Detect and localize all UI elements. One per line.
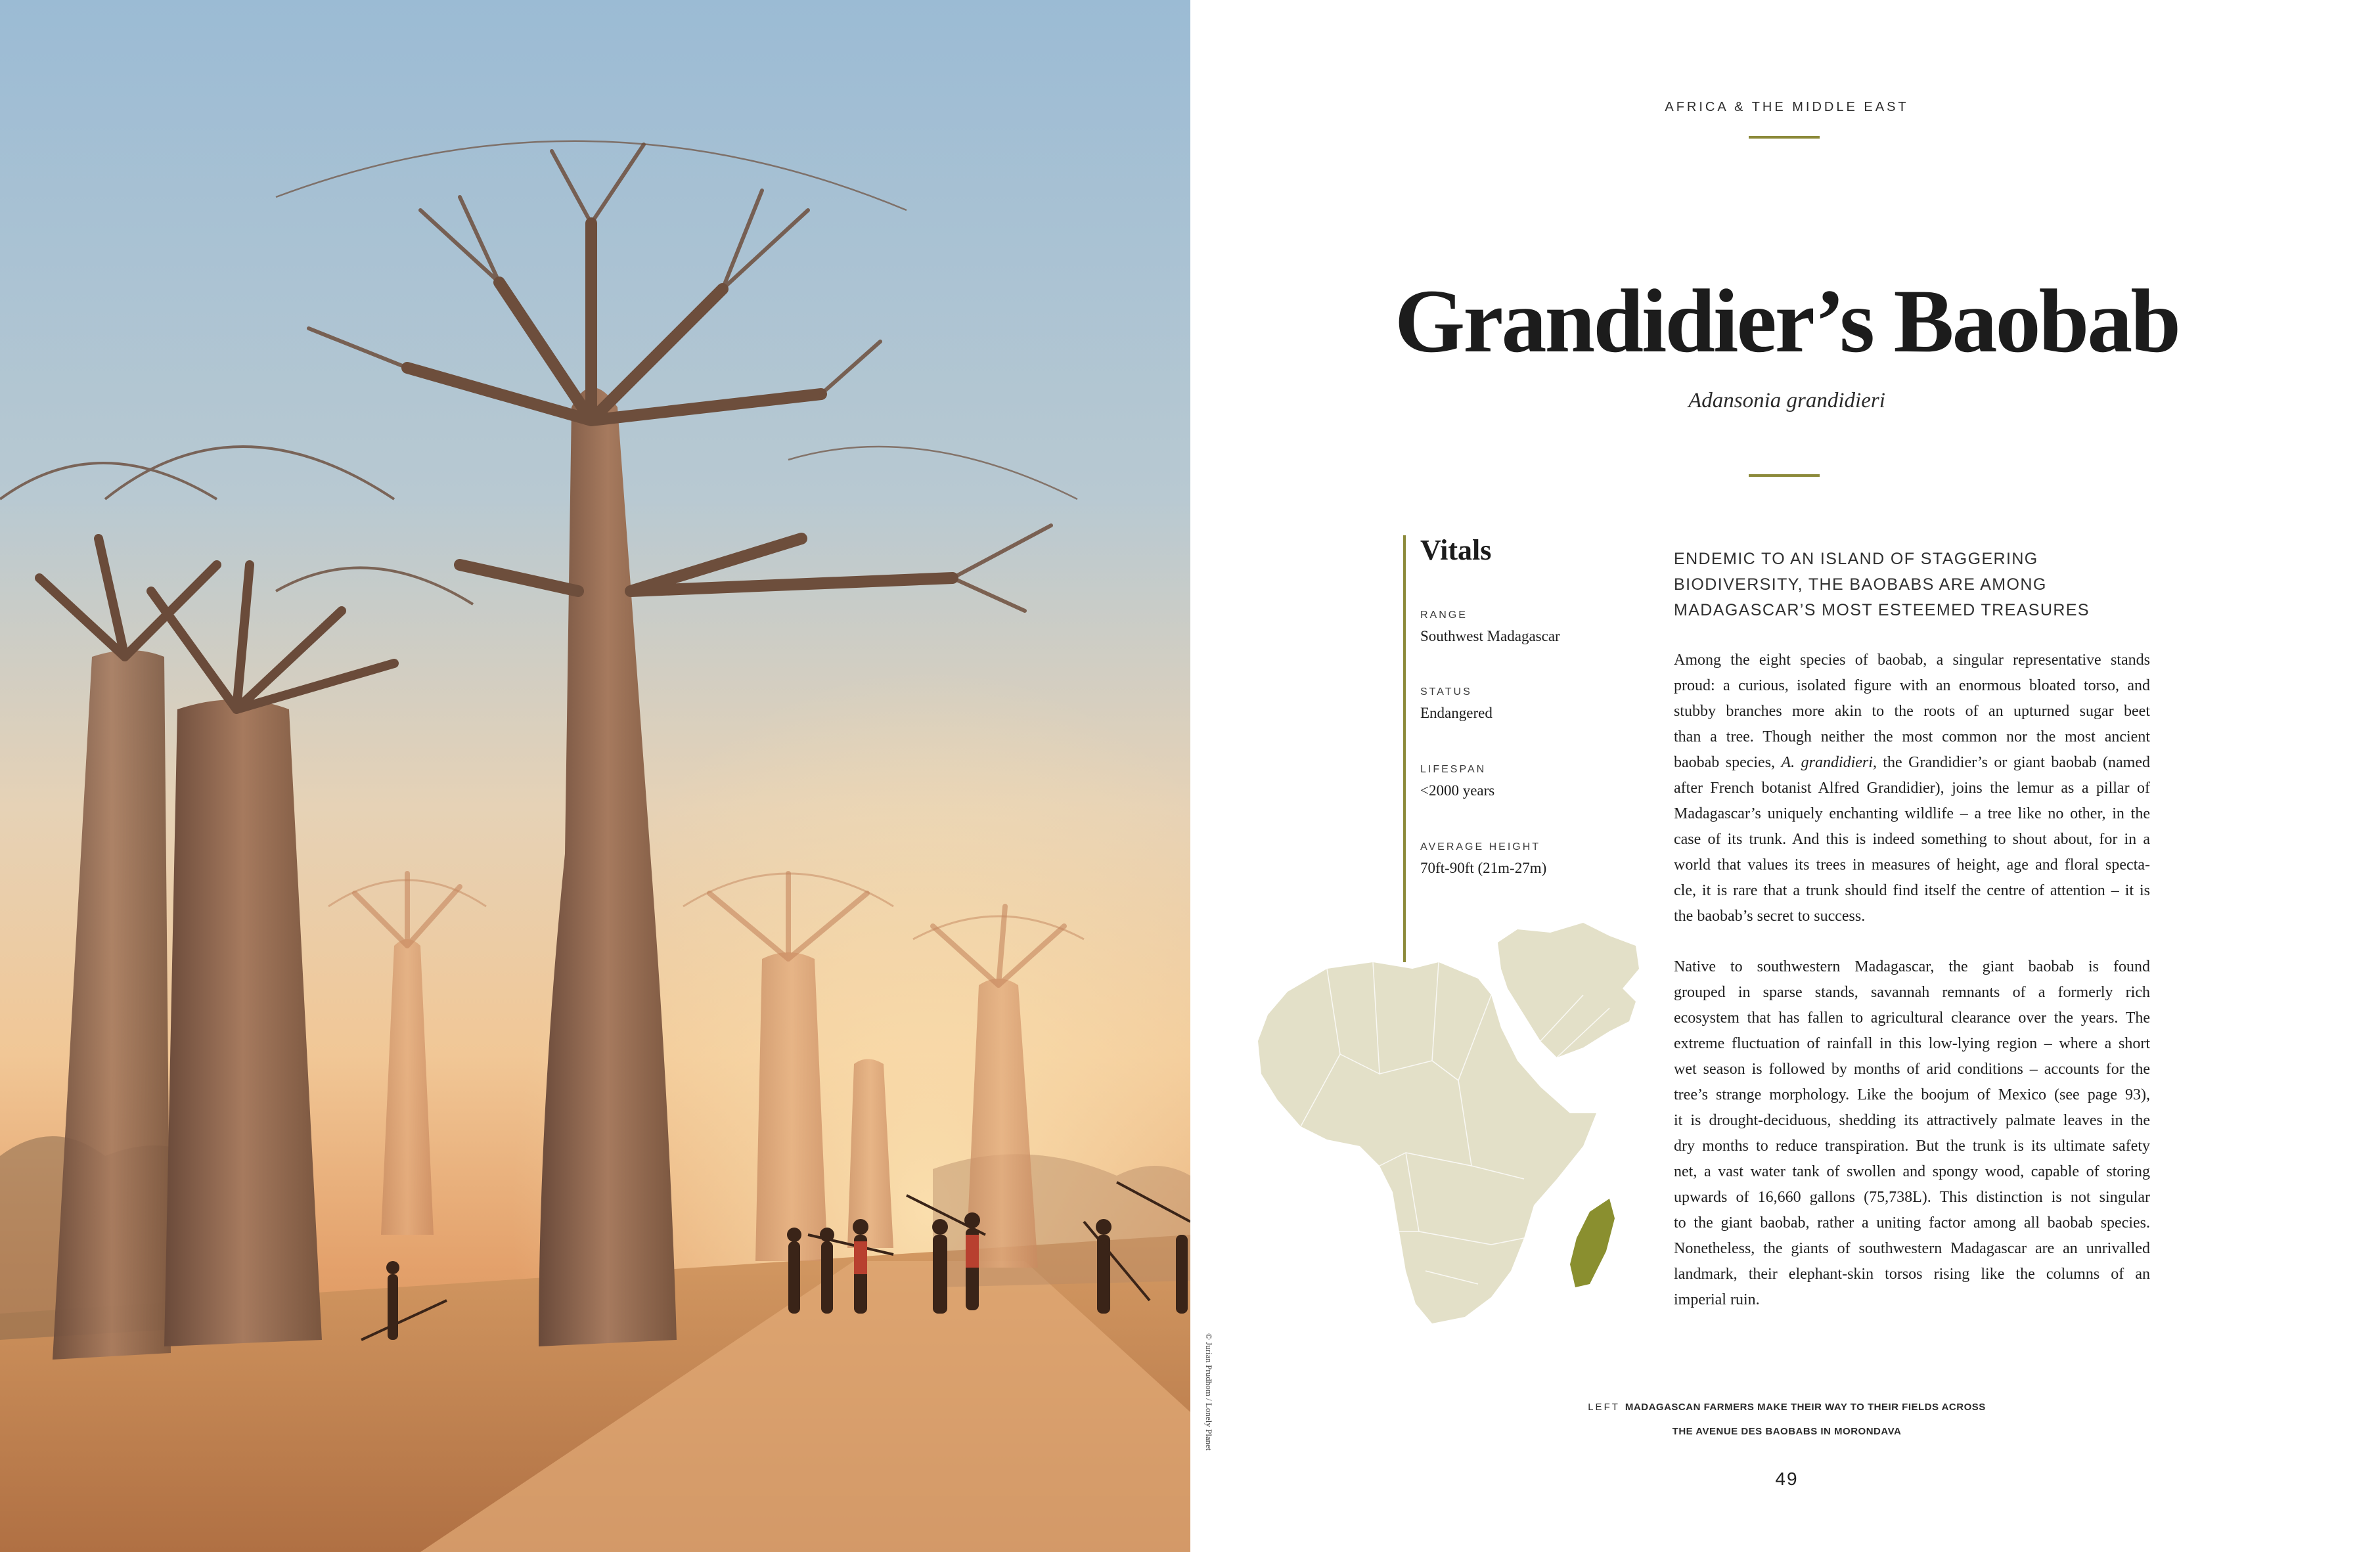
body-paragraph-2 [1674, 954, 2150, 1313]
photo-credit: © Jurian Prudhom / Lonely Planet [1204, 1333, 1214, 1451]
vital-value-status: Endangered [1420, 705, 1493, 721]
body-line: Native to southwestern Madagascar, the giant baobab is found [1674, 958, 2150, 975]
body-line: case of its trunk. And this is indeed something to shout about, for in a [1674, 831, 2150, 848]
body-line: world that values its trees in measures of height, age and floral specta- [1674, 856, 2150, 874]
vital-label-average-height: AVERAGE HEIGHT [1420, 841, 1541, 853]
page-number: 49 [1775, 1469, 1799, 1489]
body-line: after French botanist Alfred Grandidier), joins the lemur as a pillar of [1674, 780, 2150, 797]
body-line: proud: a curious, isolated figure with an enormous bloated torso, and [1674, 677, 2150, 694]
body-line: the baobab’s secret to success. [1674, 908, 1866, 925]
vitals-heading: Vitals [1420, 534, 1492, 566]
vitals-accent-bar [1403, 535, 1406, 962]
vital-label-status: STATUS [1420, 686, 1472, 698]
body-line: cle, it is rare that a trunk should find itself the centre of attention – it is [1674, 882, 2150, 899]
photo-caption [1511, 1395, 2063, 1444]
body-line: landmark, their elephant-skin torsos rising like the columns of an [1674, 1266, 2150, 1283]
body-line: than a tree. Though neither the most common nor the most ancient [1674, 728, 2150, 745]
page-title: Grandidier’s Baobab [1394, 271, 2180, 371]
caption-label: LEFT [1588, 1402, 1620, 1413]
caption-line-1 [1511, 1395, 2063, 1419]
vital-value-range: Southwest Madagascar [1420, 628, 1560, 644]
vital-value-lifespan: <2000 years [1420, 782, 1495, 799]
top-divider [1749, 136, 1820, 139]
body-line: net, a vast water tank of swollen and spongy wood, capable of storing [1674, 1163, 2150, 1180]
body-line: Among the eight species of baobab, a singular representative stands [1674, 652, 2150, 669]
body-line: it is drought-deciduous, shedding its attractively palmate leaves in the [1674, 1112, 2150, 1129]
body-line: grouped in sparse stands, savannah remnants of a formerly rich [1674, 984, 2150, 1001]
caption-text-1: MADAGASCAN FARMERS MAKE THEIR WAY TO THEIR FIELDS ACROSS [1625, 1402, 1986, 1413]
africa-map-madagascar-highlight [1242, 916, 1642, 1330]
vital-label-lifespan: LIFESPAN [1420, 764, 1487, 775]
body-paragraph-1 [1674, 648, 2150, 929]
range-map-icon [1242, 916, 1642, 1330]
map-middle-east [1498, 923, 1639, 1057]
body-line: dry months to reduce transpiration. But the trunk is its ultimate safety [1674, 1138, 2150, 1155]
body-line: extreme fluctuation of rainfall in this low-lying region – where a short [1674, 1035, 2150, 1052]
body-line: to the giant baobab, rather a uniting factor among all baobab species. [1674, 1214, 2150, 1231]
title-divider [1749, 474, 1820, 477]
scientific-name: Adansonia grandidieri [1688, 389, 1885, 412]
caption-text-2: THE AVENUE DES BAOBABS IN MORONDAVA [1672, 1426, 1902, 1437]
body-line: upwards of 16,660 gallons (75,738L). This distinction is not singular [1674, 1189, 2150, 1206]
vital-value-average-height: 70ft-90ft (21m-27m) [1420, 860, 1547, 876]
body-line: Nonetheless, the giants of southwestern Madagascar are an unrivalled [1674, 1240, 2150, 1257]
section-label: AFRICA & THE MIDDLE EAST [1665, 100, 1909, 114]
body-line: wet season is followed by months of arid conditions – accounts for the [1674, 1061, 2150, 1078]
body-line: tree’s strange morphology. Like the boojum of Mexico (see page 93), [1674, 1086, 2150, 1103]
body-line: stubby branches more akin to the roots of an upturned sugar beet [1674, 703, 2150, 720]
body-line: Madagascar’s uniquely enchanting wildlife – a tree like no other, in the [1674, 805, 2150, 822]
body-line: ecosystem that has fallen to agricultural clearance over the years. The [1674, 1009, 2150, 1027]
body-line: baobab species, A. grandidieri, the Grandidier’s or giant baobab (named [1674, 754, 2150, 771]
body-line: imperial ruin. [1674, 1291, 1760, 1308]
vital-label-range: RANGE [1420, 610, 1468, 621]
map-madagascar [1570, 1199, 1615, 1287]
lead-text: ENDEMIC TO AN ISLAND OF STAGGERING BIODIVERSITY, THE BAOBABS ARE AMONG MADAGASCAR’S MOST ESTEEMED TREASURES [1674, 550, 2090, 619]
